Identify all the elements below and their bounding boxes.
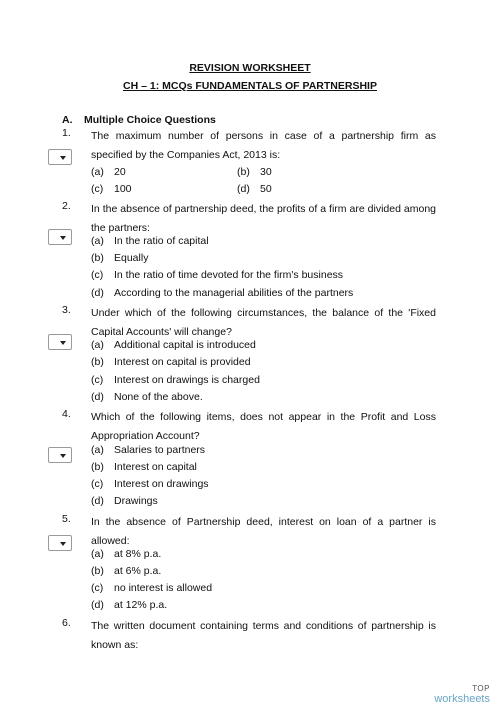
answer-dropdown[interactable] — [48, 447, 72, 463]
question-text: Which of the following items, does not appear in the Profit and Loss Appropriation Account? — [91, 411, 436, 442]
option-a: (a) 20 — [91, 166, 126, 178]
question-number: 3. — [62, 304, 71, 316]
option-a: (a) Additional capital is introduced — [91, 339, 256, 351]
answer-dropdown[interactable] — [48, 149, 72, 165]
question-number: 2. — [62, 200, 71, 212]
option-d: (d) at 12% p.a. — [91, 599, 168, 611]
option-c: (c) In the ratio of time devoted for the firm's business — [91, 269, 344, 281]
question-number: 1. — [62, 127, 71, 139]
question-text: In the absence of Partnership deed, interest on loan of a partner is allowed: — [91, 516, 436, 547]
option-c: (c) 100 — [91, 183, 132, 195]
question-number: 6. — [62, 617, 71, 629]
option-a: (a) In the ratio of capital — [91, 235, 209, 247]
option-b: (b) at 6% p.a. — [91, 565, 162, 577]
question-text: The written document containing terms and conditions of partnership is known as: — [91, 620, 436, 651]
answer-dropdown[interactable] — [48, 229, 72, 245]
question-text: In the absence of partnership deed, the profits of a firm are divided among the partners: — [91, 203, 436, 234]
chevron-down-icon — [60, 341, 66, 345]
chevron-down-icon — [60, 236, 66, 240]
option-b: (b) Interest on capital — [91, 461, 197, 473]
option-d: (d) According to the managerial abilities of the partners — [91, 287, 354, 299]
answer-dropdown[interactable] — [48, 535, 72, 551]
option-b: (b) Interest on capital is provided — [91, 356, 251, 368]
option-d: (d) None of the above. — [91, 391, 203, 403]
option-c: (c) no interest is allowed — [91, 582, 213, 594]
question-number: 5. — [62, 513, 71, 525]
option-a: (a) at 8% p.a. — [91, 548, 162, 560]
answer-dropdown[interactable] — [48, 334, 72, 350]
option-d: (d) 50 — [237, 183, 272, 195]
chevron-down-icon — [60, 542, 66, 546]
chapter-subtitle: CH – 1: MCQs FUNDAMENTALS OF PARTNERSHIP — [123, 80, 377, 92]
option-c: (c) Interest on drawings — [91, 478, 209, 490]
option-b: (b) 30 — [237, 166, 272, 178]
section-title: Multiple Choice Questions — [84, 114, 216, 126]
option-b: (b) Equally — [91, 252, 149, 264]
topworksheets-logo — [434, 684, 490, 704]
chevron-down-icon — [60, 454, 66, 458]
logo-name-text: worksheets — [434, 693, 490, 705]
option-a: (a) Salaries to partners — [91, 444, 206, 456]
chevron-down-icon — [60, 156, 66, 160]
logo-top-text: TOP — [472, 684, 490, 693]
question-text: Under which of the following circumstances, the balance of the 'Fixed Capital Accounts' will change? — [91, 307, 436, 338]
section-letter: A. — [62, 114, 73, 126]
option-c: (c) Interest on drawings is charged — [91, 374, 260, 386]
question-text: The maximum number of persons in case of a partnership firm as specified by the Companies Act, 2013 is: — [91, 130, 436, 161]
question-number: 4. — [62, 408, 71, 420]
option-d: (d) Drawings — [91, 495, 158, 507]
worksheet-title: REVISION WORKSHEET — [189, 62, 311, 74]
